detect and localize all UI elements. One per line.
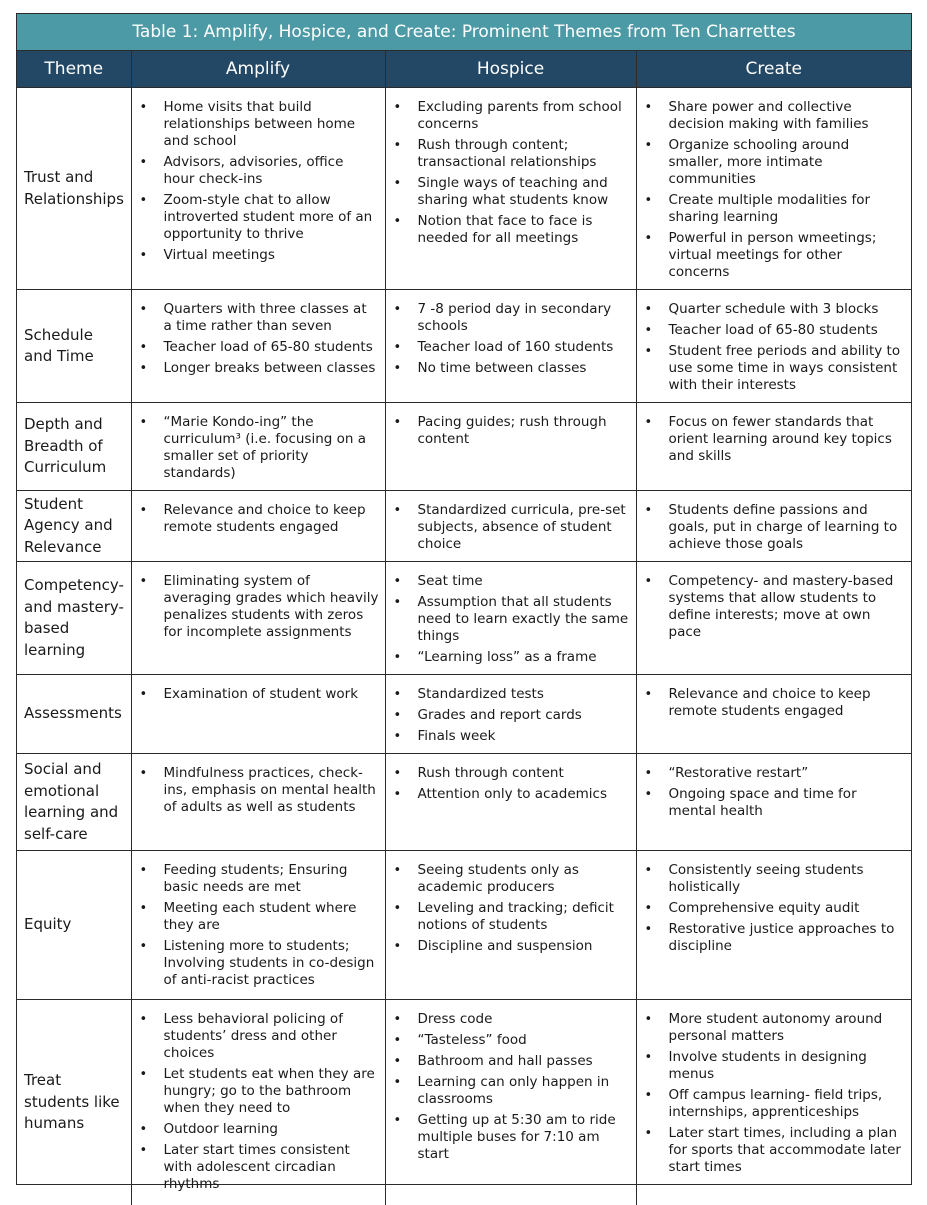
theme-cell: Depth and Breadth of Curriculum bbox=[17, 403, 131, 491]
amplify-list bbox=[132, 403, 385, 490]
amplify-cell bbox=[131, 851, 385, 1000]
themes-table bbox=[17, 51, 911, 1205]
list-item: • Pacing guides; rush through content bbox=[418, 414, 630, 448]
amplify-list bbox=[132, 851, 385, 997]
hospice-cell bbox=[385, 403, 636, 491]
amplify-list bbox=[132, 88, 385, 272]
amplify-cell bbox=[131, 491, 385, 562]
list-item: • Rush through content; transactional relationships bbox=[418, 137, 630, 171]
hospice-cell bbox=[385, 491, 636, 562]
amplify-cell bbox=[131, 754, 385, 851]
hospice-list bbox=[386, 491, 636, 561]
list-item: • Later start times consistent with adolescent circadian rhythms bbox=[164, 1142, 379, 1193]
create-cell bbox=[636, 403, 911, 491]
hospice-cell bbox=[385, 851, 636, 1000]
list-item: • Organize schooling around smaller, more intimate communities bbox=[669, 137, 906, 188]
create-list bbox=[637, 403, 912, 473]
list-item: • 7 -8 period day in secondary schools bbox=[418, 301, 630, 335]
header-create: Create bbox=[636, 51, 911, 88]
table-title: Table 1: Amplify, Hospice, and Create: Prominent Themes from Ten Charrettes bbox=[17, 14, 911, 51]
hospice-list bbox=[386, 675, 636, 753]
amplify-cell bbox=[131, 290, 385, 403]
table-row bbox=[17, 851, 911, 1000]
create-cell bbox=[636, 754, 911, 851]
table-row bbox=[17, 1000, 911, 1205]
create-list bbox=[637, 491, 912, 561]
create-list bbox=[637, 1000, 912, 1184]
list-item: • More student autonomy around personal matters bbox=[669, 1011, 906, 1045]
list-item: • Relevance and choice to keep remote students engaged bbox=[164, 502, 379, 536]
theme-cell: Student Agency and Relevance bbox=[17, 491, 131, 562]
list-item: • Share power and collective decision making with families bbox=[669, 99, 906, 133]
list-item: • Dress code bbox=[418, 1011, 630, 1028]
header-theme: Theme bbox=[17, 51, 131, 88]
header-row bbox=[17, 51, 911, 88]
create-cell bbox=[636, 851, 911, 1000]
create-list bbox=[637, 562, 912, 649]
list-item: • Ongoing space and time for mental health bbox=[669, 786, 906, 820]
list-item: • Quarters with three classes at a time rather than seven bbox=[164, 301, 379, 335]
list-item: • Examination of student work bbox=[164, 686, 379, 703]
create-list bbox=[637, 88, 912, 289]
list-item: • “Marie Kondo-ing” the curriculum³ (i.e. focusing on a smaller set of priority standards) bbox=[164, 414, 379, 482]
list-item: • Competency- and mastery-based systems that allow students to define interests; move at own pace bbox=[669, 573, 906, 641]
list-item: • Leveling and tracking; deficit notions of students bbox=[418, 900, 630, 934]
create-list bbox=[637, 675, 912, 728]
list-item: • Seat time bbox=[418, 573, 630, 590]
hospice-list bbox=[386, 88, 636, 255]
list-item: • Meeting each student where they are bbox=[164, 900, 379, 934]
theme-cell: Equity bbox=[17, 851, 131, 1000]
list-item: • Bathroom and hall passes bbox=[418, 1053, 630, 1070]
list-item: • Involve students in designing menus bbox=[669, 1049, 906, 1083]
create-cell bbox=[636, 88, 911, 290]
list-item: • “Restorative restart” bbox=[669, 765, 906, 782]
theme-cell: Schedule and Time bbox=[17, 290, 131, 403]
hospice-cell bbox=[385, 88, 636, 290]
list-item: • Restorative justice approaches to discipline bbox=[669, 921, 906, 955]
list-item: • Focus on fewer standards that orient learning around key topics and skills bbox=[669, 414, 906, 465]
list-item: • Quarter schedule with 3 blocks bbox=[669, 301, 906, 318]
hospice-cell bbox=[385, 290, 636, 403]
list-item: • Longer breaks between classes bbox=[164, 360, 379, 377]
table-row bbox=[17, 675, 911, 754]
table-row bbox=[17, 290, 911, 403]
list-item: • Comprehensive equity audit bbox=[669, 900, 906, 917]
list-item: • Assumption that all students need to learn exactly the same things bbox=[418, 594, 630, 645]
create-cell bbox=[636, 1000, 911, 1205]
table-row bbox=[17, 491, 911, 562]
list-item: • Later start times, including a plan for sports that accommodate later start times bbox=[669, 1125, 906, 1176]
hospice-list bbox=[386, 1000, 636, 1171]
amplify-cell bbox=[131, 1000, 385, 1205]
create-cell bbox=[636, 290, 911, 403]
create-list bbox=[637, 851, 912, 963]
list-item: • Students define passions and goals, put in charge of learning to achieve those goals bbox=[669, 502, 906, 553]
list-item: • Consistently seeing students holistically bbox=[669, 862, 906, 896]
create-list bbox=[637, 290, 912, 402]
list-item: • Grades and report cards bbox=[418, 707, 630, 724]
list-item: • “Learning loss” as a frame bbox=[418, 649, 630, 666]
hospice-list bbox=[386, 403, 636, 456]
theme-cell: Trust and Relationships bbox=[17, 88, 131, 290]
list-item: • Outdoor learning bbox=[164, 1121, 379, 1138]
amplify-cell bbox=[131, 675, 385, 754]
list-item: • Standardized tests bbox=[418, 686, 630, 703]
list-item: • Teacher load of 65-80 students bbox=[669, 322, 906, 339]
list-item: • Mindfulness practices, check-ins, emphasis on mental health of adults as well as students bbox=[164, 765, 379, 816]
amplify-list bbox=[132, 1000, 385, 1201]
list-item: • Relevance and choice to keep remote students engaged bbox=[669, 686, 906, 720]
list-item: • Excluding parents from school concerns bbox=[418, 99, 630, 133]
list-item: • Teacher load of 65-80 students bbox=[164, 339, 379, 356]
list-item: • Rush through content bbox=[418, 765, 630, 782]
hospice-cell bbox=[385, 754, 636, 851]
list-item: • Let students eat when they are hungry; go to the bathroom when they need to bbox=[164, 1066, 379, 1117]
list-item: • Getting up at 5:30 am to ride multiple buses for 7:10 am start bbox=[418, 1112, 630, 1163]
table-row bbox=[17, 754, 911, 851]
table-row bbox=[17, 403, 911, 491]
list-item: • Off campus learning- field trips, internships, apprenticeships bbox=[669, 1087, 906, 1121]
list-item: • Attention only to academics bbox=[418, 786, 630, 803]
amplify-cell bbox=[131, 88, 385, 290]
list-item: • “Tasteless” food bbox=[418, 1032, 630, 1049]
list-item: • Standardized curricula, pre-set subjects, absence of student choice bbox=[418, 502, 630, 553]
hospice-list bbox=[386, 562, 636, 674]
list-item: • Seeing students only as academic producers bbox=[418, 862, 630, 896]
list-item: • Teacher load of 160 students bbox=[418, 339, 630, 356]
list-item: • Home visits that build relationships between home and school bbox=[164, 99, 379, 150]
list-item: • Finals week bbox=[418, 728, 630, 745]
list-item: • Eliminating system of averaging grades which heavily penalizes students with zeros for incomplete assignments bbox=[164, 573, 379, 641]
amplify-list bbox=[132, 290, 385, 385]
amplify-list bbox=[132, 562, 385, 649]
create-cell bbox=[636, 491, 911, 562]
list-item: • Less behavioral policing of students’ dress and other choices bbox=[164, 1011, 379, 1062]
list-item: • Listening more to students; Involving students in co-design of anti-racist practices bbox=[164, 938, 379, 989]
hospice-cell bbox=[385, 675, 636, 754]
header-amplify: Amplify bbox=[131, 51, 385, 88]
list-item: • Learning can only happen in classrooms bbox=[418, 1074, 630, 1108]
amplify-list bbox=[132, 491, 385, 544]
theme-cell: Competency- and mastery-based learning bbox=[17, 562, 131, 675]
theme-cell: Social and emotional learning and self-care bbox=[17, 754, 131, 851]
list-item: • Powerful in person wmeetings; virtual meetings for other concerns bbox=[669, 230, 906, 281]
amplify-cell bbox=[131, 403, 385, 491]
amplify-cell bbox=[131, 562, 385, 675]
list-item: • Single ways of teaching and sharing what students know bbox=[418, 175, 630, 209]
list-item: • Virtual meetings bbox=[164, 247, 379, 264]
table-row bbox=[17, 562, 911, 675]
list-item: • No time between classes bbox=[418, 360, 630, 377]
list-item: • Student free periods and ability to use some time in ways consistent with their interests bbox=[669, 343, 906, 394]
list-item: • Advisors, advisories, office hour check-ins bbox=[164, 154, 379, 188]
create-cell bbox=[636, 562, 911, 675]
hospice-cell bbox=[385, 1000, 636, 1205]
table-row bbox=[17, 88, 911, 290]
hospice-list bbox=[386, 754, 636, 811]
create-list bbox=[637, 754, 912, 828]
hospice-list bbox=[386, 290, 636, 385]
amplify-list bbox=[132, 754, 385, 824]
list-item: • Discipline and suspension bbox=[418, 938, 630, 955]
list-item: • Zoom-style chat to allow introverted student more of an opportunity to thrive bbox=[164, 192, 379, 243]
hospice-list bbox=[386, 851, 636, 963]
list-item: • Notion that face to face is needed for all meetings bbox=[418, 213, 630, 247]
hospice-cell bbox=[385, 562, 636, 675]
theme-cell: Assessments bbox=[17, 675, 131, 754]
theme-cell: Treat students like humans bbox=[17, 1000, 131, 1205]
themes-table-container bbox=[16, 13, 912, 1192]
list-item: • Feeding students; Ensuring basic needs are met bbox=[164, 862, 379, 896]
create-cell bbox=[636, 675, 911, 754]
amplify-list bbox=[132, 675, 385, 711]
list-item: • Create multiple modalities for sharing learning bbox=[669, 192, 906, 226]
header-hospice: Hospice bbox=[385, 51, 636, 88]
